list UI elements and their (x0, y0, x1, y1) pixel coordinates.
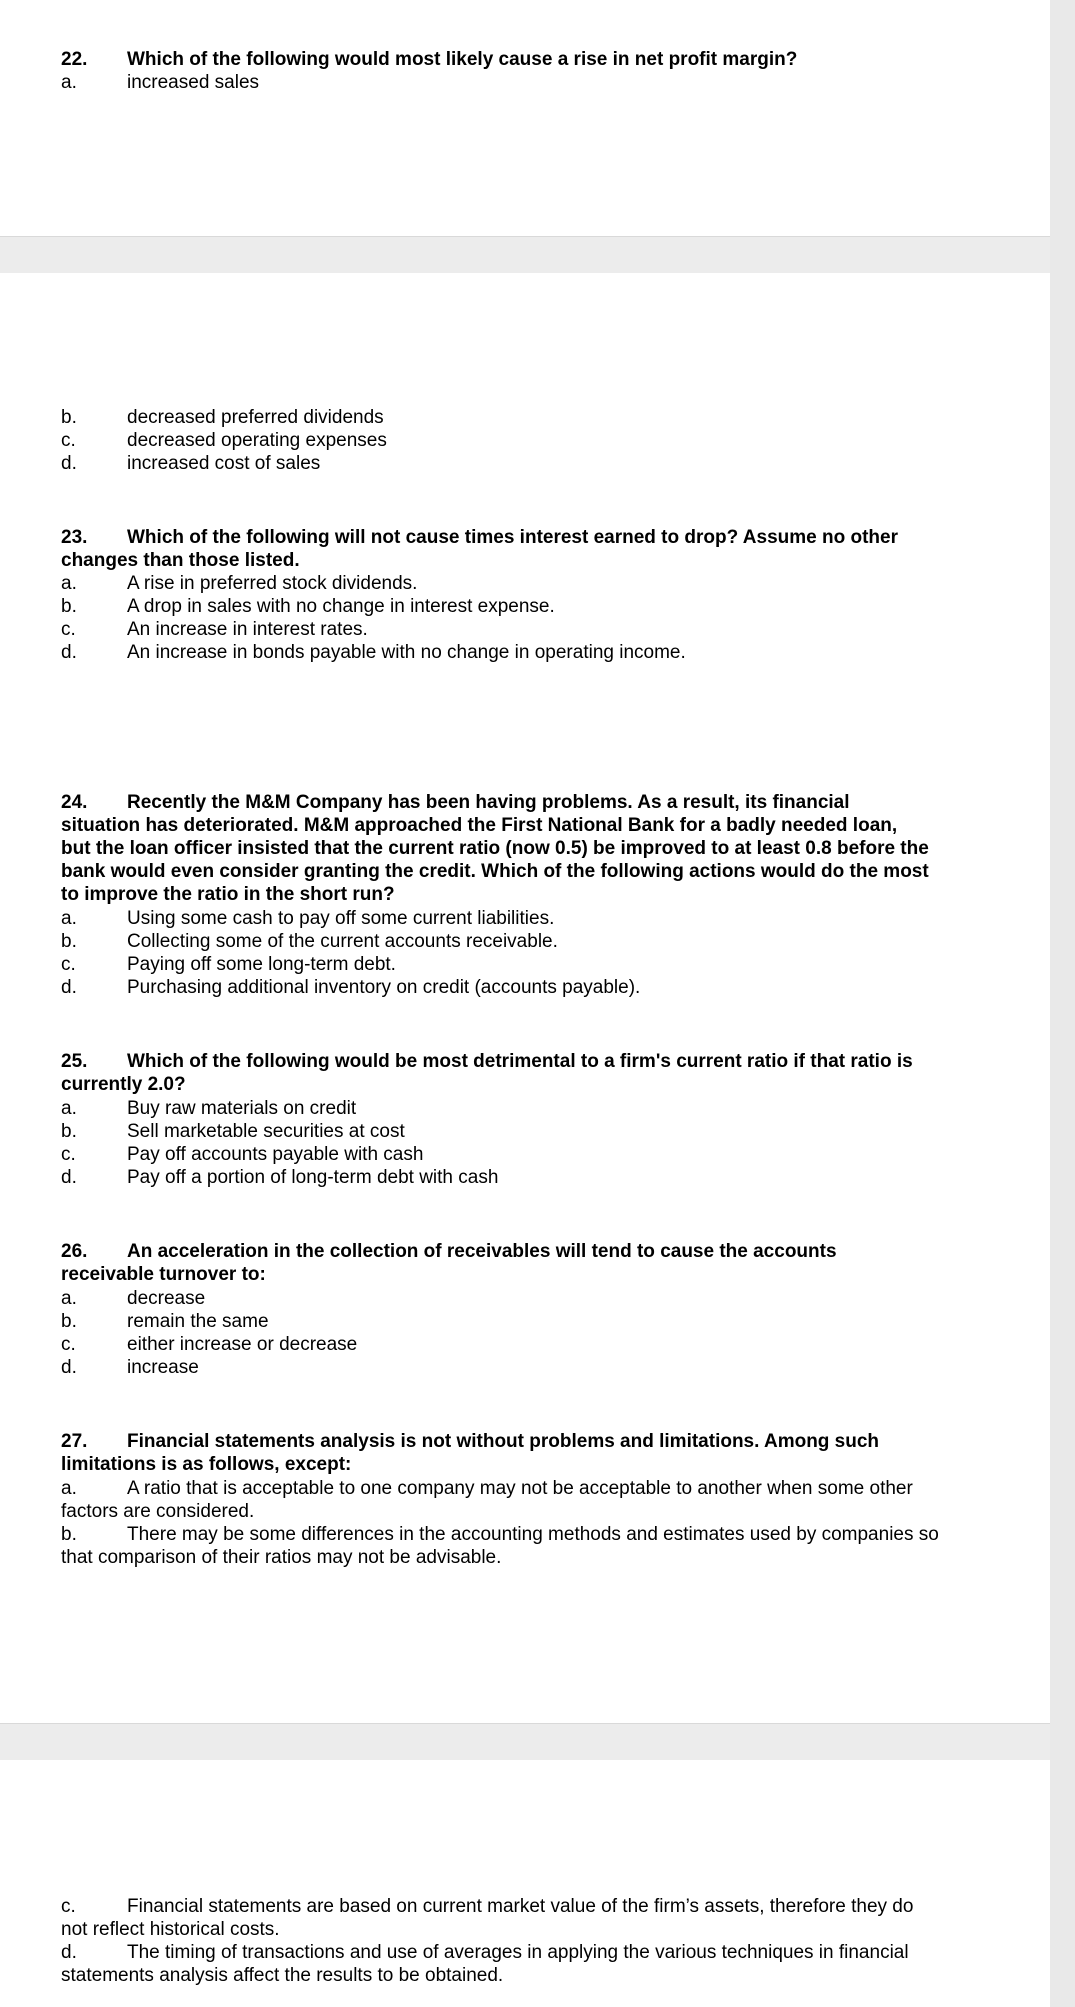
option-letter: b. (61, 1311, 77, 1332)
question-text: Financial statements analysis is not without problems and limitations. Among such limitations is as follows, except: (61, 1431, 880, 1475)
option-text: Buy raw materials on credit (127, 1098, 357, 1119)
question-text: An acceleration in the collection of receivables will tend to cause the accounts receivable turnover to: (61, 1241, 837, 1285)
option-letter: a. (61, 573, 77, 594)
question-text: Which of the following would be most detrimental to a firm's current ratio if that ratio is currently 2.0? (61, 1051, 913, 1095)
option-text: Pay off a portion of long-term debt with cash (127, 1167, 499, 1188)
option-letter: c. (61, 1144, 76, 1165)
option-27b (61, 1523, 941, 1569)
option-letter: b. (61, 1524, 77, 1545)
option-27a (61, 1477, 941, 1523)
option-letter: b. (61, 407, 77, 428)
question-number: 23. (61, 527, 88, 548)
option-27c (61, 1895, 941, 1941)
option-text: An increase in interest rates. (127, 619, 368, 640)
page-1 (0, 0, 1050, 236)
option-text: Financial statements are based on current market value of the firm’s assets, therefore they do not reflect historical costs. (61, 1896, 914, 1940)
option-text: The timing of transactions and use of averages in applying the various techniques in financial statements analysis affect the results to be obtained. (61, 1942, 909, 1986)
option-text: decrease (127, 1288, 206, 1309)
question-number: 22. (61, 49, 88, 70)
option-text: decreased preferred dividends (127, 407, 384, 428)
page-gap-1 (0, 236, 1050, 274)
option-text: increased cost of sales (127, 453, 321, 474)
option-letter: c. (61, 1896, 76, 1917)
option-text: Paying off some long-term debt. (127, 954, 396, 975)
option-text: A ratio that is acceptable to one company may not be acceptable to another when some other factors are considered. (61, 1478, 913, 1522)
option-letter: a. (61, 72, 77, 93)
option-text: Collecting some of the current accounts receivable. (127, 931, 558, 952)
option-text: Using some cash to pay off some current liabilities. (127, 908, 555, 929)
option-text: Pay off accounts payable with cash (127, 1144, 424, 1165)
option-27d (61, 1941, 941, 1987)
option-text: Purchasing additional inventory on credit (accounts payable). (127, 977, 641, 998)
scrollbar-track[interactable] (1050, 0, 1075, 2007)
option-letter: a. (61, 1098, 77, 1119)
page-gap-2 (0, 1723, 1050, 1761)
question-27 (61, 1430, 931, 1476)
option-text: There may be some differences in the accounting methods and estimates used by companies so that comparison of their ratios may not be advisable. (61, 1524, 939, 1568)
option-letter: b. (61, 1121, 77, 1142)
option-text: A rise in preferred stock dividends. (127, 573, 418, 594)
option-letter: d. (61, 1357, 77, 1378)
option-letter: b. (61, 931, 77, 952)
question-number: 26. (61, 1241, 88, 1262)
option-letter: d. (61, 1167, 77, 1188)
question-24 (61, 791, 931, 906)
question-22 (61, 48, 931, 71)
option-letter: c. (61, 1334, 76, 1355)
option-letter: a. (61, 908, 77, 929)
option-text: increase (127, 1357, 199, 1378)
question-23 (61, 526, 931, 572)
option-text: remain the same (127, 1311, 269, 1332)
option-letter: c. (61, 619, 76, 640)
question-26 (61, 1240, 931, 1286)
option-letter: d. (61, 642, 77, 663)
question-25 (61, 1050, 931, 1096)
option-letter: a. (61, 1288, 77, 1309)
option-letter: c. (61, 430, 76, 451)
question-number: 25. (61, 1051, 88, 1072)
question-text: Which of the following would most likely cause a rise in net profit margin? (127, 49, 798, 70)
option-letter: d. (61, 977, 77, 998)
option-text: either increase or decrease (127, 1334, 358, 1355)
option-letter: d. (61, 453, 77, 474)
question-text: Which of the following will not cause times interest earned to drop? Assume no other changes than those listed. (61, 527, 898, 571)
option-text: Sell marketable securities at cost (127, 1121, 405, 1142)
question-number: 24. (61, 792, 88, 813)
option-text: An increase in bonds payable with no change in operating income. (127, 642, 686, 663)
question-number: 27. (61, 1431, 88, 1452)
option-letter: a. (61, 1478, 77, 1499)
option-text: A drop in sales with no change in interest expense. (127, 596, 555, 617)
option-letter: b. (61, 596, 77, 617)
option-letter: c. (61, 954, 76, 975)
option-text: increased sales (127, 72, 260, 93)
option-text: decreased operating expenses (127, 430, 387, 451)
option-letter: d. (61, 1942, 77, 1963)
question-text: Recently the M&M Company has been having problems. As a result, its financial situation has deteriorated. M&M approached the First National Bank for a badly needed loan, but the loan officer insisted that the current ratio (now 0.5) be improved to at least 0.8 before the bank would even consider granting the credit. Which of the following actions would do the most to improve the ratio in the short run? (61, 792, 929, 905)
